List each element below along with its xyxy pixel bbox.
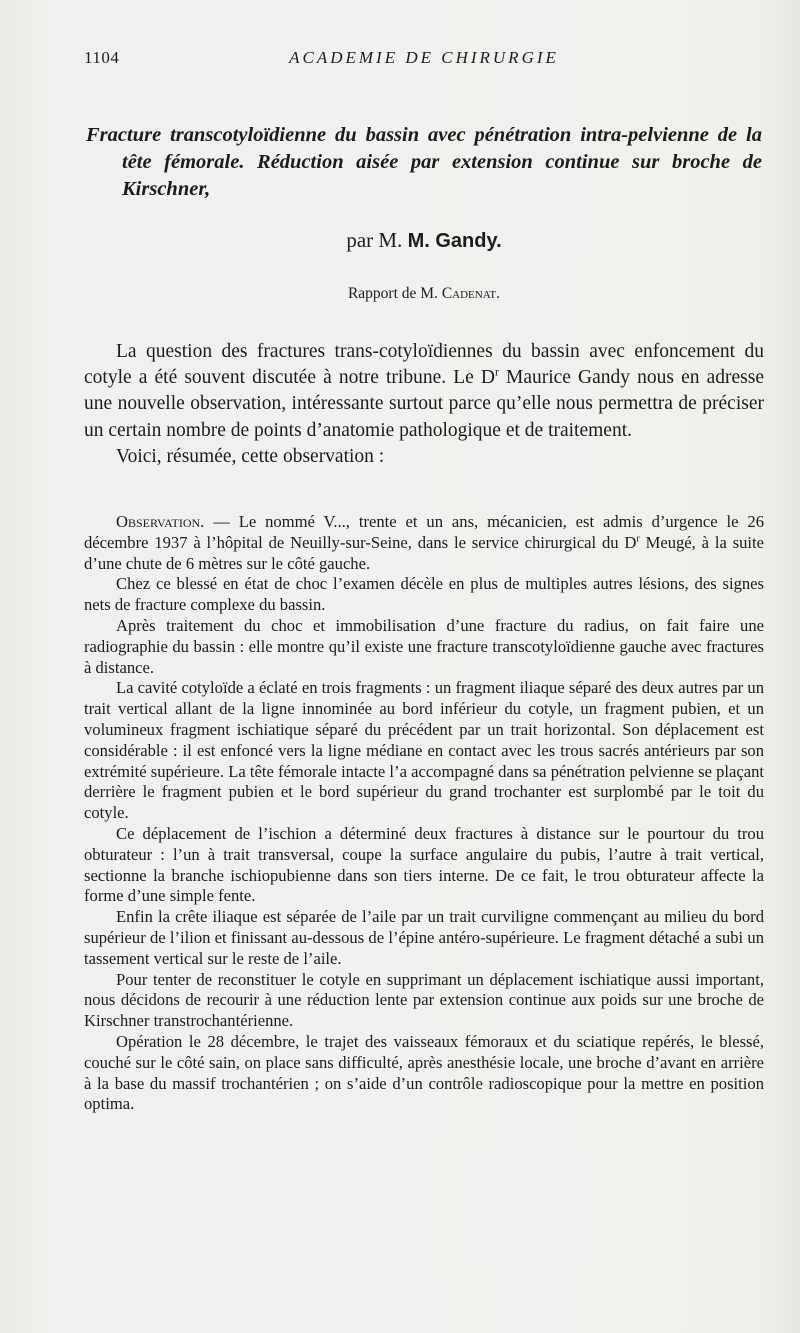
intro-text: Maurice Gandy nous en adresse une nouvelle observation, intéressante surtout parce qu’elle nous permettra de préciser un certain nombre de points d’anatomie pathologique et de traitement. — [84, 367, 764, 441]
report-prefix: Rapport de M. — [347, 285, 438, 302]
article-title: Fracture transcotyloïdienne du bassin avec pénétration intra-pelvienne de la tête fémorale. Réduction aisée par extension continue sur broche de Kirschner, — [86, 124, 762, 200]
observation-paragraph — [84, 512, 764, 574]
observation-paragraph: Enfin la crête iliaque est séparée de l’aile par un trait curviligne commençant au milieu du bord supérieur de l’ilion et finissant au-dessous de l’épine antéro-supérieure. Le fragment détaché a subi un tassement vertical sur le reste de l’aile. — [84, 907, 764, 968]
page-number: 1104 — [84, 48, 120, 67]
superscript: r — [494, 365, 499, 379]
observation-section — [84, 512, 764, 1115]
report-line — [0, 285, 800, 303]
intro-paragraph — [84, 339, 764, 444]
intro-paragraph: Voici, résumée, cette observation : — [116, 445, 385, 467]
running-header — [84, 48, 764, 72]
observation-paragraph: La cavité cotyloïde a éclaté en trois fragments : un fragment iliaque séparé des deux autres par un trait vertical allant de la ligne innominée au bord inférieur du cotyle, un fragment pubien, et un volumineux fragment ischiatique séparé du précédent par un trait horizontal. Son déplacement est considérable : il est enfoncé vers la ligne médiane en contact avec les trous sacrés antérieurs par son extrémité supérieure. La tête fémorale intacte l’a accompagné dans sa pénétration pelvienne se plaçant derrière le fragment pubien et le bord supérieur du grand trochanter est surplombé par le toit du cotyle. — [84, 678, 765, 823]
observation-text: Meugé, à la suite d’une chute de 6 mètres sur le côté gauche. — [84, 532, 764, 573]
observation-label: Observation. — [116, 512, 205, 531]
intro-text: La question des fractures trans-cotyloïdiennes du bassin avec enfoncement du cotyle a été souvent discutée à notre tribune. Le D — [84, 341, 764, 389]
byline — [0, 228, 800, 253]
reporter-name: Cadenat. — [441, 285, 501, 302]
observation-paragraph: Ce déplacement de l’ischion a déterminé deux fractures à distance sur le pourtour du trou obturateur : l’un à trait transversal, coupe la surface angulaire du pubis, l’autre à trait vertical, sectionne la branche ischiopubienne dans son tiers interne. De ce fait, le trou obturateur affecte la forme d’une simple fente. — [84, 823, 764, 906]
introduction — [84, 339, 764, 470]
observation-paragraph: Chez ce blessé en état de choc l’examen décèle en plus de multiples autres lésions, des signes nets de fracture complexe du bassin. — [84, 574, 764, 615]
journal-title: ACADEMIE DE CHIRURGIE — [289, 48, 559, 67]
observation-paragraph: Opération le 28 décembre, le trajet des vaisseaux fémoraux et du sciatique repérés, le blessé, couché sur le côté sain, on place sans difficulté, après anesthésie locale, une broche d’avant en arrière à la base du massif trochantérien ; on s’aide d’un contrôle radioscopique pour la mettre en position optima. — [84, 1031, 764, 1114]
observation-text: — Le nommé V..., trente et un ans, mécanicien, est admis d’urgence le 26 décembre 1937 à l’hôpital de Neuilly-sur-Seine, dans le service chirurgical du D — [84, 512, 764, 552]
article-title-block — [86, 122, 762, 203]
author-name: M. Gandy. — [407, 230, 502, 252]
observation-paragraph: Pour tenter de reconstituer le cotyle en supprimant un déplacement ischiatique aussi important, nous décidons de recourir à une réduction lente par extension continue aux poids sur une broche de Kirschner transtrochantérienne. — [84, 969, 764, 1031]
observation-paragraph: Après traitement du choc et immobilisation d’une fracture du radius, on fait faire une radiographie du bassin : elle montre qu’il existe une fracture transcotyloïdienne gauche avec fractures à distance. — [84, 615, 764, 677]
byline-prefix: par M. — [346, 228, 403, 252]
superscript: r — [636, 533, 640, 545]
